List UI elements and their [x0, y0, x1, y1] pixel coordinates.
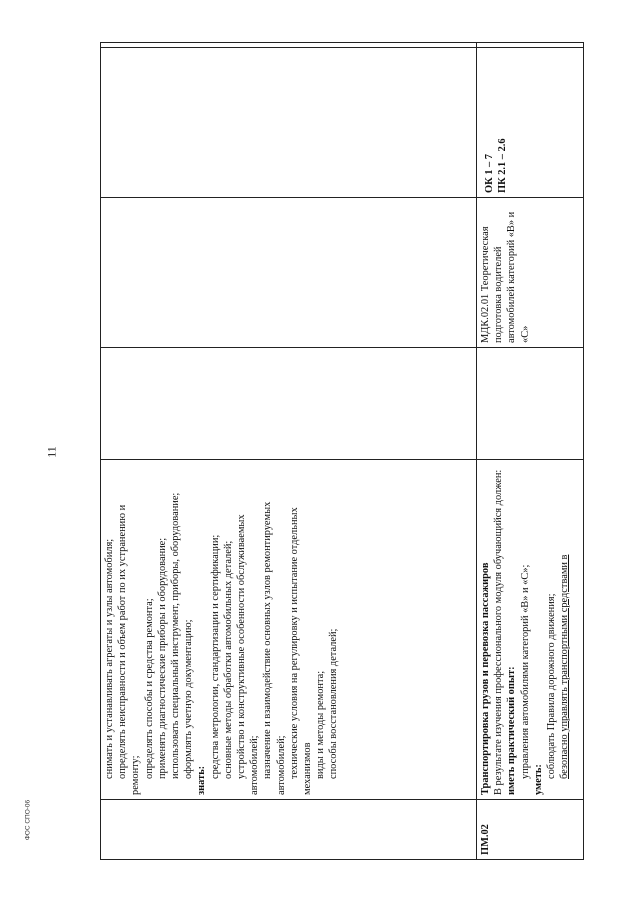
row2-hours-cell	[477, 347, 584, 459]
row2-line: уметь:	[532, 764, 544, 795]
page-number: 11	[44, 446, 59, 458]
row2-practice-cell	[477, 197, 584, 347]
row1-content-cell	[101, 459, 477, 799]
row1-line: знать:	[196, 765, 208, 795]
competency-table-wrapper	[100, 42, 584, 860]
row1-line: основные методы обработки автомобильных деталей;	[222, 540, 234, 779]
row1-line: оформлять учетную документацию;	[183, 619, 195, 779]
row1-code-cell	[101, 799, 477, 859]
row1-line: определять способы и средства ремонта;	[143, 598, 155, 779]
module-title: Транспортировка грузов и перевозка пассажиров	[480, 562, 491, 795]
row1-course-cell	[101, 47, 477, 197]
competency-item: ОК 1 – 7	[484, 154, 495, 193]
row1-line: технические условия на регулировку и испытание отдельных механизмов	[288, 507, 314, 795]
row1-line: определять неисправности и объем работ по их устранению и ремонту;	[117, 504, 142, 795]
row1-hours-cell	[101, 347, 477, 459]
row2-content-cell	[477, 459, 584, 799]
row1-competency-cell	[101, 42, 477, 47]
competency-list	[483, 52, 509, 193]
row2-line: соблюдать Правила дорожного движения;	[546, 593, 558, 779]
row1-line: назначение и взаимодействие основных узлов ремонтируемых автомобилей;	[262, 501, 287, 795]
row1-practice-cell	[101, 197, 477, 347]
module-code: ПМ.02	[480, 824, 491, 855]
footer-mark: ФОС СПО-06	[24, 799, 32, 841]
row1-line: использовать специальный инструмент, приборы, оборудование;	[170, 492, 182, 779]
row2-line: иметь практический опыт:	[506, 666, 518, 795]
course-name: МДК.02.01 Теоретическая подготовка водителей автомобилей категорий «В» и «С»	[480, 211, 531, 343]
row2-line: безопасно управлять транспортными средствами в	[559, 554, 571, 779]
row2-code-cell	[477, 799, 584, 859]
row2-competency-host	[477, 47, 584, 197]
row1-line: способы восстановления деталей;	[328, 628, 340, 779]
row1-line: виды и методы ремонта;	[315, 670, 327, 779]
row1-line: устройство и конструктивные особенности обслуживаемых автомобилей;	[236, 514, 261, 795]
competency-table	[100, 42, 584, 860]
row2-lines	[492, 464, 571, 795]
row1-line: снимать и устанавливать агрегаты и узлы автомобиля;	[104, 538, 115, 779]
row1-lines	[103, 464, 341, 795]
row2-line: В результате изучения профессионального модуля обучающийся должен:	[493, 469, 505, 795]
row1-line: применять диагностические приборы и оборудование;	[156, 537, 168, 779]
row2-line: управления автомобилями категорий «В» и «С»;	[519, 564, 531, 779]
row1-line: средства метрологии, стандартизации и сертификации;	[209, 534, 221, 779]
competency-item: ПК 2.1 – 2.6	[497, 138, 509, 193]
